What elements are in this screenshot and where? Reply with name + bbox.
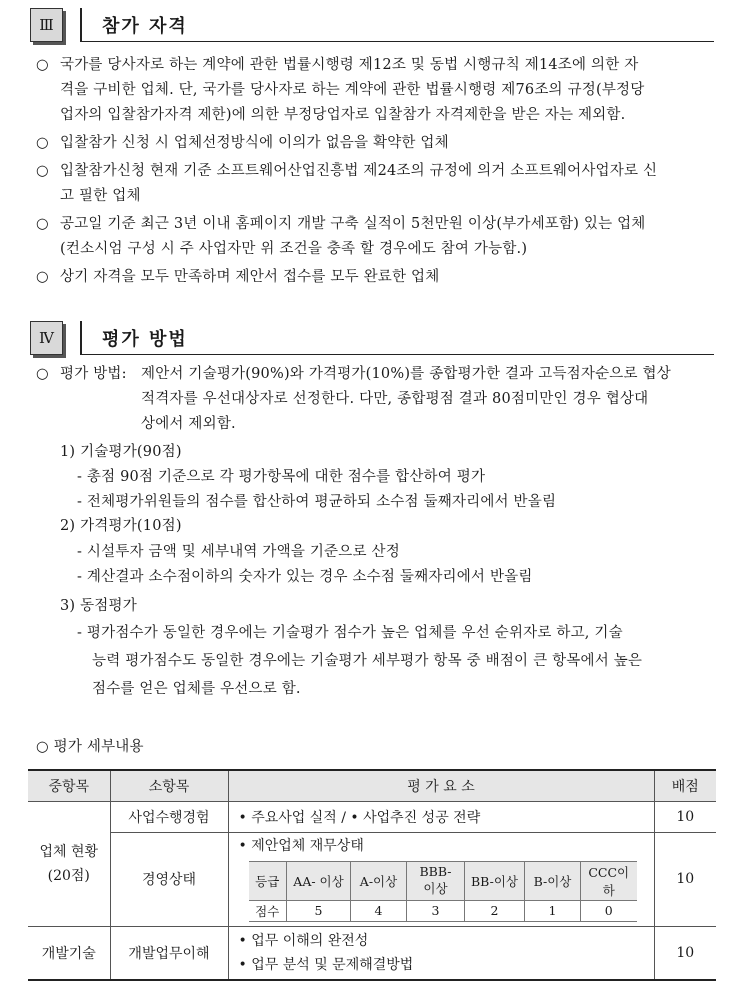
grade-cell: 5	[287, 900, 351, 921]
section-4-number: Ⅳ	[30, 321, 63, 355]
list-item-text: 공고일 기준 최근 3년 이내 홈페이지 개발 구축 실적이 5천만원 이상(부가세포함) 있는 업체	[60, 216, 646, 232]
circle-bullet-icon: ○	[36, 135, 49, 151]
sub-item-cell: 경영상태	[110, 832, 228, 926]
grade-cell: A-이상	[351, 861, 407, 900]
score-cell: 10	[654, 926, 716, 980]
subsection-title: 1) 기술평가(90점)	[60, 444, 182, 460]
method-label: 평가 방법:	[60, 366, 127, 382]
grade-header-row	[249, 861, 637, 900]
sub-item: - 총점 90점 기준으로 각 평가항목에 대한 점수를 합산하여 평가	[77, 469, 486, 485]
score-cell: 10	[654, 832, 716, 926]
section-divider	[80, 8, 82, 42]
sub-item-cell: 개발업무이해	[110, 926, 228, 980]
grade-cell: CCC이하	[581, 861, 637, 900]
circle-bullet-icon: ○	[36, 366, 49, 382]
grade-cell: B-이상	[525, 861, 581, 900]
circle-bullet-icon: ○	[36, 269, 49, 285]
grade-cell: 0	[581, 900, 637, 921]
subsection-title: 2) 가격평가(10점)	[60, 518, 182, 534]
list-item-text: 입찰참가 신청 시 업체선정방식에 이의가 없음을 확약한 업체	[60, 135, 449, 151]
header-sub-item: 소항목	[110, 770, 228, 801]
element-cell	[228, 926, 654, 980]
group-cell	[28, 801, 110, 926]
element-text: • 업무 분석 및 문제해결방법	[238, 956, 414, 973]
header-main-item: 중항목	[28, 770, 110, 801]
method-text: 적격자를 우선대상자로 선정한다. 다만, 종합평점 결과 80점미만인 경우 협상대	[141, 391, 649, 407]
list-item-text: 업자의 입찰참가자격 제한)에 의한 부정당업자로 입찰참가 자격제한을 받은 자는 제외함.	[60, 107, 626, 123]
table-row	[28, 801, 716, 832]
element-cell	[228, 832, 654, 926]
grade-cell: 4	[351, 900, 407, 921]
circle-bullet-icon: ○	[36, 57, 49, 73]
sub-item: 능력 평가점수도 동일한 경우에는 기술평가 세부평가 항목 중 배점이 큰 항목에서 높은	[92, 653, 643, 669]
list-item-text: 국가를 당사자로 하는 계약에 관한 법률시행령 제12조 및 동법 시행규칙 제14조에 의한 자	[60, 57, 639, 73]
grade-cell: 점수	[249, 900, 287, 921]
element-text: • 제안업체 재무상태	[238, 837, 364, 854]
detail-title: ○ 평가 세부내용	[36, 739, 144, 755]
main-item-cell: 개발기술	[28, 926, 110, 980]
section-underline	[80, 354, 714, 356]
grade-cell: 2	[465, 900, 525, 921]
method-text: 제안서 기술평가(90%)와 가격평가(10%)를 종합평가한 결과 고득점자순으로 협상	[141, 366, 671, 382]
list-item	[36, 53, 49, 78]
list-item-text: 상기 자격을 모두 만족하며 제안서 접수를 모두 완료한 업체	[60, 269, 440, 285]
subsection-title: 3) 동점평가	[60, 598, 137, 614]
section-4-header	[30, 321, 714, 355]
sub-item: - 전체평가위원들의 점수를 합산하여 평균하되 소수점 둘째자리에서 반올림	[77, 494, 557, 510]
group-name: 업체 현황	[39, 843, 99, 860]
circle-bullet-icon: ○	[36, 216, 49, 232]
section-3-header	[30, 8, 714, 42]
grade-cell: BBB- 이상	[407, 861, 465, 900]
table-header-row	[28, 770, 716, 801]
sub-item: - 평가점수가 동일한 경우에는 기술평가 점수가 높은 업체를 우선 순위자로 하고, 기술	[77, 625, 623, 641]
sub-item: - 시설투자 금액 및 세부내역 가액을 기준으로 산정	[77, 544, 400, 560]
group-points: (20점)	[47, 867, 90, 884]
section-underline	[80, 41, 714, 43]
sub-item: - 계산결과 소수점이하의 숫자가 있는 경우 소수점 둘째자리에서 반올림	[77, 569, 533, 585]
element-cell: • 주요사업 실적 / • 사업추진 성공 전략	[228, 801, 654, 832]
table-row	[28, 926, 716, 980]
grade-cell: 등급	[249, 861, 287, 900]
list-item-text: 입찰참가신청 현재 기준 소프트웨어산업진흥법 제24조의 규정에 의거 소프트웨어사업자로 신	[60, 163, 658, 179]
section-3-number: Ⅲ	[30, 8, 63, 42]
header-element: 평 가 요 소	[228, 770, 654, 801]
sub-item-cell: 사업수행경험	[110, 801, 228, 832]
section-3-title: 참가 자격	[102, 16, 188, 37]
grade-cell: BB-이상	[465, 861, 525, 900]
header-score: 배점	[654, 770, 716, 801]
grade-cell: AA- 이상	[287, 861, 351, 900]
score-cell: 10	[654, 801, 716, 832]
grade-table	[249, 861, 637, 922]
section-4-title: 평가 방법	[102, 329, 188, 350]
element-text: • 업무 이해의 완전성	[238, 932, 369, 949]
circle-bullet-icon: ○	[36, 163, 49, 179]
table-row	[28, 832, 716, 926]
grade-cell: 1	[525, 900, 581, 921]
sub-item: 점수를 얻은 업체를 우선으로 함.	[92, 681, 301, 697]
list-item-text: (컨소시엄 구성 시 주 사업자만 위 조건을 충족 할 경우에도 참여 가능함.)	[60, 241, 528, 257]
section-divider	[80, 321, 82, 355]
method-text: 상에서 제외함.	[141, 416, 236, 432]
evaluation-table	[28, 769, 716, 981]
list-item-text: 고 필한 업체	[60, 188, 141, 204]
grade-score-row	[249, 900, 637, 921]
grade-cell: 3	[407, 900, 465, 921]
list-item-text: 격을 구비한 업체. 단, 국가를 당사자로 하는 계약에 관한 법률시행령 제76조의 규정(부정당	[60, 82, 645, 98]
